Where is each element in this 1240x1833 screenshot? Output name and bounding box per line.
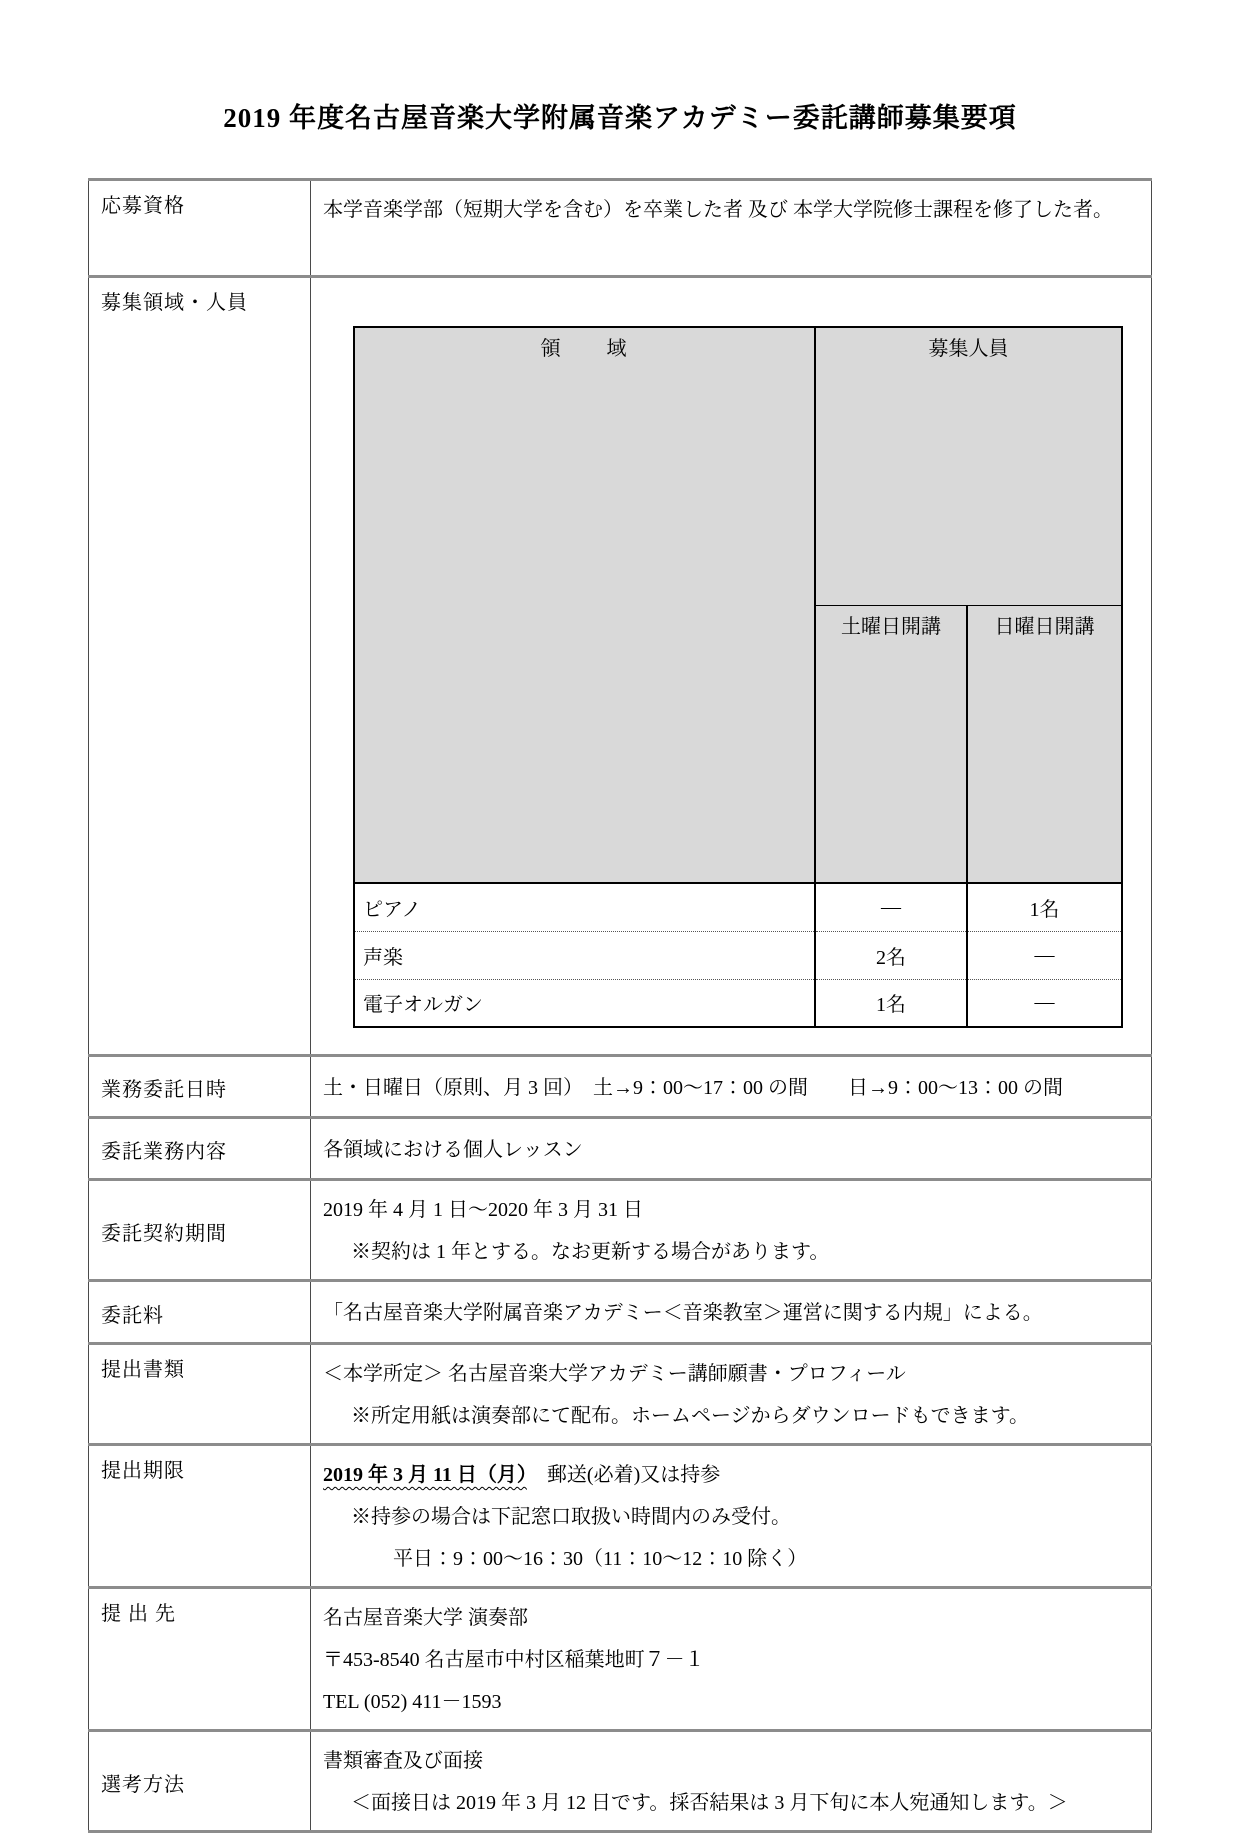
row-content-cell — [311, 1056, 1152, 1118]
content-hours: 平日：9：00～16：30（11：10～12：10 除く） — [393, 1548, 808, 1570]
recruit-row-electone — [354, 979, 1122, 1027]
row-label: 応募資格 — [89, 180, 311, 277]
row-content-cell — [311, 1731, 1152, 1832]
sunday-count: ― — [967, 931, 1122, 979]
row-content-cell — [311, 1281, 1152, 1344]
content-org: 名古屋音楽大学 演奏部 — [323, 1607, 528, 1629]
sunday-count: ― — [967, 979, 1122, 1027]
row-label: 委託料 — [89, 1281, 311, 1344]
content-note: ※持参の場合は下記窓口取扱い時間内のみ受付。 — [351, 1506, 791, 1528]
row-content-cell — [311, 277, 1152, 1056]
header-area: 領 域 — [354, 327, 815, 883]
table-row-gyomu-itaku-nichiji — [89, 1056, 1152, 1118]
content-line: ＜本学所定＞ 名古屋音楽大学アカデミー講師願書・プロフィール — [323, 1363, 906, 1385]
content-line: 本学音楽学部（短期大学を含む）を卒業した者 及び 本学大学院修士課程を修了した者。 — [323, 199, 1113, 221]
table-row-teishutsu-kigen — [89, 1445, 1152, 1588]
row-label: 提出期限 — [89, 1445, 311, 1588]
content-line: 土・日曜日（原則、月 3 回） 土→9：00～17：00 の間 日→9：00～13：00 の間 — [323, 1076, 1063, 1099]
table-row-teishutsu-saki — [89, 1588, 1152, 1731]
table-row-teishutsu-shorui — [89, 1344, 1152, 1445]
deadline-date: 2019 年 3 月 11 日（月） — [323, 1464, 527, 1486]
row-label: 選考方法 — [89, 1731, 311, 1832]
recruit-table — [353, 326, 1123, 1028]
row-content-cell — [311, 1118, 1152, 1180]
deadline-method: 郵送(必着)又は持参 — [526, 1464, 721, 1486]
content-tel: TEL (052) 411－1593 — [323, 1691, 502, 1713]
table-row-itaku-gyomu-naiyo — [89, 1118, 1152, 1180]
row-label: 業務委託日時 — [89, 1056, 311, 1118]
row-label: 委託業務内容 — [89, 1118, 311, 1180]
saturday-count: 2名 — [815, 931, 967, 979]
header-sunday: 日曜日開講 — [967, 605, 1122, 883]
area-name: ピアノ — [354, 883, 815, 931]
table-row-senko-hoho — [89, 1731, 1152, 1832]
content-line: 2019 年 4 月 1 日～2020 年 3 月 31 日 — [323, 1199, 643, 1221]
content-line: 書類審査及び面接 — [323, 1750, 483, 1772]
recruit-table-wrap — [323, 286, 1141, 1048]
table-row-itaku-keiyaku-kikan — [89, 1180, 1152, 1281]
row-content-cell — [311, 180, 1152, 277]
saturday-count: 1名 — [815, 979, 967, 1027]
recruit-row-piano — [354, 883, 1122, 931]
page-title: 2019 年度名古屋音楽大学附属音楽アカデミー委託講師募集要項 — [223, 103, 1017, 133]
row-label: 提出書類 — [89, 1344, 311, 1445]
sunday-count: 1名 — [967, 883, 1122, 931]
area-name: 声楽 — [354, 931, 815, 979]
header-people: 募集人員 — [815, 327, 1122, 605]
content-line: 各領域における個人レッスン — [323, 1138, 583, 1161]
table-row-boshu-ryoiki — [89, 277, 1152, 1056]
content-note: ※契約は 1 年とする。なお更新する場合があります。 — [351, 1241, 830, 1263]
row-content-cell — [311, 1445, 1152, 1588]
header-saturday: 土曜日開講 — [815, 605, 967, 883]
table-row-itakuryo — [89, 1281, 1152, 1344]
row-label: 委託契約期間 — [89, 1180, 311, 1281]
content-line: 「名古屋音楽大学附属音楽アカデミー＜音楽教室＞運営に関する内規」による。 — [323, 1302, 1043, 1324]
row-content-cell — [311, 1180, 1152, 1281]
row-content-cell — [311, 1588, 1152, 1731]
recruit-row-vocal — [354, 931, 1122, 979]
content-note: ※所定用紙は演奏部にて配布。ホームページからダウンロードもできます。 — [351, 1405, 1029, 1427]
saturday-count: ― — [815, 883, 967, 931]
main-table — [88, 178, 1152, 1833]
row-label: 提 出 先 — [89, 1588, 311, 1731]
content-address: 〒453-8540 名古屋市中村区稲葉地町７－１ — [323, 1649, 705, 1671]
table-row-oubo-shikaku — [89, 180, 1152, 277]
content-line-deadline — [323, 1454, 1141, 1496]
area-name: 電子オルガン — [354, 979, 815, 1027]
content-note: ＜面接日は 2019 年 3 月 12 日です。採否結果は 3 月下旬に本人宛通知します。＞ — [351, 1792, 1068, 1814]
row-label: 募集領域・人員 — [89, 277, 311, 1056]
recruit-header-row-1 — [354, 327, 1122, 605]
row-content-cell — [311, 1344, 1152, 1445]
